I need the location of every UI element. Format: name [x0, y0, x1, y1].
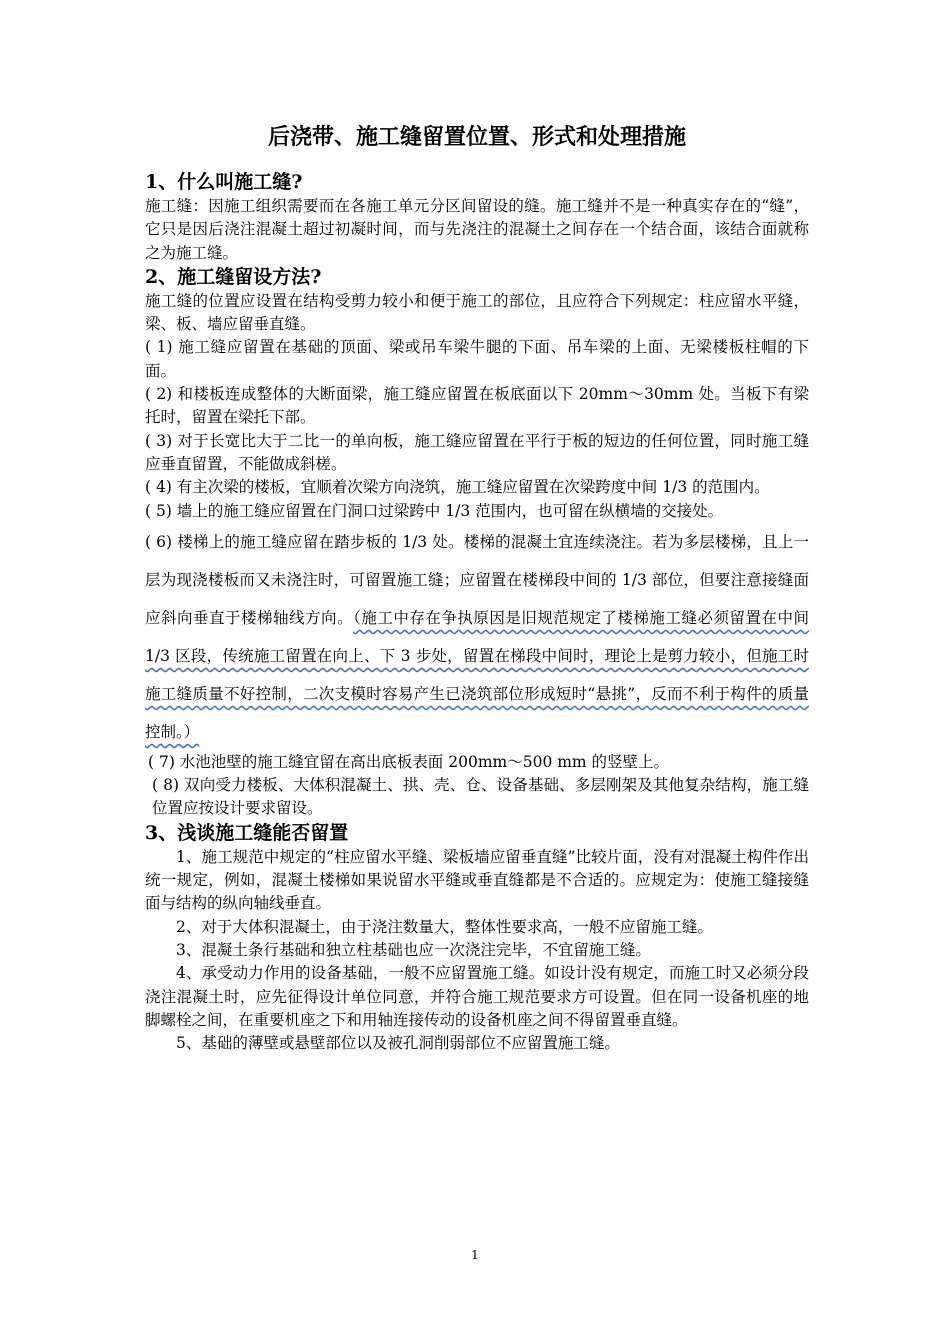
section-3-paragraph-1: 1、施工规范中规定的“柱应留水平缝、梁板墙应留垂直缝”比较片面，没有对混凝土构件作出统一规定，例如，混凝土楼梯如果说留水平缝或垂直缝都是不合适的。应规定为：使施工缝接缝面与结构的纵向轴线垂直。: [145, 847, 809, 913]
section-2-heading: 2、施工缝留设方法?: [145, 265, 322, 288]
section-2-item-8: ( 8) 双向受力楼板、大体积混凝土、拱、壳、仓、设备基础、多层刚架及其他复杂结构，施工缝位置应按设计要求留设。: [152, 776, 809, 818]
section-3-paragraph-5: 5、基础的薄壁或悬壁部位以及被孔洞削弱部位不应留置施工缝。: [176, 1034, 620, 1053]
item-6-main-text: ( 6) 楼梯上的施工缝应留在踏步板的 1/3 处。楼梯的混凝土宜连续浇注。若为多层楼梯，且上一层为现浇楼板而又未浇注时，可留置施工缝；应留置在楼梯段中间的 1/3 部位，但要注意接缝面应斜向垂直于楼梯轴线方向。: [145, 532, 809, 627]
section-3-paragraph-3: 3、混凝土条行基础和独立柱基础也应一次浇注完毕，不宜留施工缝。: [176, 940, 651, 959]
section-3-heading: 3、浅谈施工缝能否留置: [145, 821, 349, 844]
section-3-paragraph-4: 4、承受动力作用的设备基础，一般不应留置施工缝。如设计没有规定，而施工时又必须分段浇注混凝土时，应先征得设计单位同意，并符合施工规范要求方可设置。但在同一设备机座的地脚螺栓之间，在重要机座之下和用轴连接传动的设备机座之间不得留置垂直缝。: [145, 964, 809, 1029]
section-2-item-4: ( 4) 有主次梁的楼板，宜顺着次梁方向浇筑，施工缝应留置在次梁跨度中间 1/3 的范围内。: [145, 478, 770, 497]
page-number: 1: [471, 1248, 479, 1262]
item-6-note-wavy-underlined: （施工中存在争执原因是旧规范规定了楼梯施工缝必须留置在中间 1/3 区段，传统施工留置在向上、下 3 步处，留置在梯段中间时，理论上是剪力较小，但施工时施工缝质量不好控制，二次支模时容易产生已浇筑部位形成短时“悬挑”，反而不利于构件的质量控制。）: [145, 608, 809, 741]
section-2-item-1: ( 1) 施工缝应留置在基础的顶面、梁或吊车梁牛腿的下面、吊车梁的上面、无梁楼板柱帽的下面。: [145, 338, 809, 380]
section-2-item-3: ( 3) 对于长宽比大于二比一的单向板，施工缝应留置在平行于板的短边的任何位置，同时施工缝应垂直留置，不能做成斜槎。: [145, 431, 809, 473]
section-2-intro: 施工缝的位置应设置在结构受剪力较小和便于施工的部位，且应符合下列规定：柱应留水平缝， 梁、板、墙应留垂直缝。: [145, 291, 809, 334]
section-2-item-6: [145, 523, 809, 751]
section-2-item-5: ( 5) 墙上的施工缝应留置在门洞口过梁跨中 1/3 范围内，也可留在纵横墙的交接处。: [145, 501, 724, 520]
section-1-heading: 1、什么叫施工缝?: [145, 171, 303, 193]
page-content: [145, 118, 809, 1055]
section-3-paragraph-2: 2、对于大体积混凝土，由于浇注数量大，整体性要求高，一般不应留施工缝。: [176, 917, 713, 936]
section-2-item-2: ( 2) 和楼板连成整体的大断面梁，施工缝应留置在板底面以下 20mm～30mm 处。当板下有梁托时，留置在梁托下部。: [145, 385, 809, 427]
document-title: 后浇带、施工缝留置位置、形式和处理措施: [267, 124, 686, 150]
section-2-item-7: ( 7) 水池池壁的施工缝宜留在高出底板表面 200mm～500 mm 的竖壁上。: [148, 752, 670, 771]
section-1-body: 施工缝：因施工组织需要而在各施工单元分区间留设的缝。施工缝并不是一种真实存在的“缝”，它只是因后浇注混凝土超过初凝时间，而与先浇注的混凝土之间存在一个结合面，该结合面就称之为施工缝。: [145, 197, 809, 262]
